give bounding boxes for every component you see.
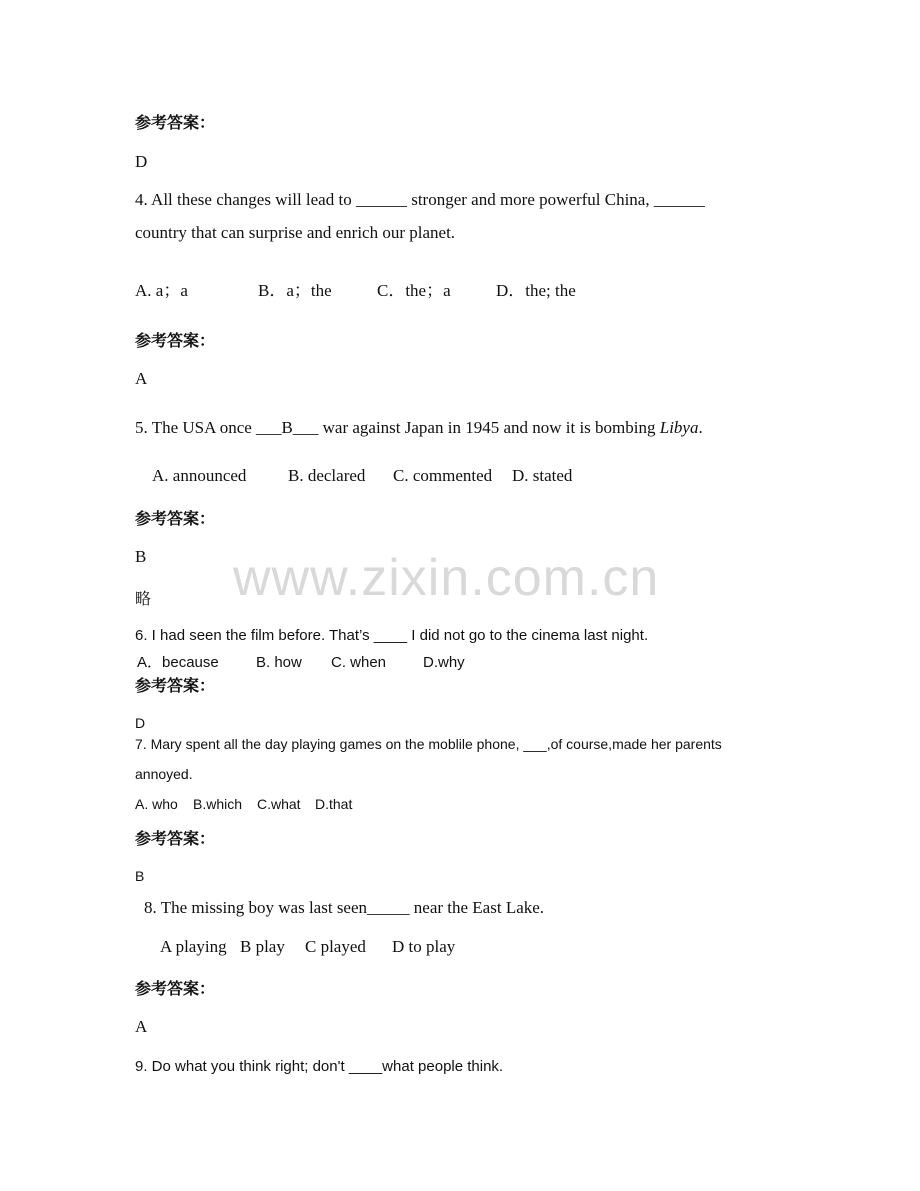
- answer-label: 参考答案：: [135, 509, 216, 528]
- option-a: A playing: [160, 937, 227, 956]
- question-5-stem-text: 5. The USA once ___B___ war against Japan in 1945 and now it is bombing: [135, 418, 660, 437]
- answer-value: A: [135, 1017, 148, 1036]
- answer-label: 参考答案：: [135, 979, 216, 998]
- answer-note: 略: [135, 589, 152, 608]
- question-6-stem: 6. I had seen the film before. That’s ____ I did not go to the cinema last night.: [135, 627, 649, 644]
- answer-label: 参考答案：: [135, 676, 216, 695]
- answer-value: B: [135, 547, 147, 566]
- question-5-italic-word: Libya: [659, 418, 699, 437]
- option-a: A. who: [135, 796, 178, 812]
- option-b: B．a；the: [258, 281, 332, 300]
- question-7-line-1: 7. Mary spent all the day playing games on the moblile phone, ___,of course,made her parents: [135, 736, 722, 752]
- question-5-options: [152, 466, 572, 486]
- question-6-options: [137, 651, 465, 672]
- question-4-options: [135, 276, 576, 301]
- question-4-line-2: country that can surprise and enrich our planet.: [135, 223, 456, 242]
- option-d: D．the; the: [496, 281, 576, 300]
- option-a: A. a；a: [135, 281, 188, 300]
- option-d: D.that: [315, 796, 353, 812]
- question-8-options: [160, 937, 455, 957]
- option-b: B. how: [256, 654, 302, 671]
- option-d: D to play: [392, 937, 456, 956]
- question-5-stem: [135, 418, 703, 438]
- option-b: B. declared: [288, 466, 366, 485]
- option-b: B play: [240, 937, 285, 956]
- question-7-line-2: annoyed.: [135, 766, 193, 782]
- question-8-stem: 8. The missing boy was last seen_____ near the East Lake.: [144, 898, 545, 917]
- option-a: A. announced: [152, 466, 247, 485]
- option-a: A．because: [137, 654, 219, 671]
- answer-label: 参考答案：: [135, 113, 216, 132]
- question-5-stem-end: .: [698, 418, 703, 437]
- answer-label: 参考答案：: [135, 829, 216, 848]
- option-c: C．the；a: [377, 281, 451, 300]
- question-7-options: [135, 796, 352, 812]
- watermark: www.zixin.com.cn: [233, 549, 660, 607]
- option-b: B.which: [193, 796, 243, 812]
- answer-value: D: [135, 715, 146, 731]
- question-4-line-1: 4. All these changes will lead to ______ stronger and more powerful China, ______: [135, 190, 705, 209]
- question-9-stem: 9. Do what you think right; don't ____what people think.: [135, 1058, 504, 1075]
- option-c: C. commented: [393, 466, 493, 485]
- option-c: C. when: [331, 654, 387, 671]
- answer-value: B: [135, 868, 145, 884]
- answer-label: 参考答案：: [135, 331, 216, 350]
- option-c: C played: [305, 937, 366, 956]
- answer-value: A: [135, 369, 148, 388]
- option-c: C.what: [257, 796, 301, 812]
- answer-value: D: [135, 152, 148, 171]
- option-d: D.why: [423, 654, 465, 671]
- option-d: D. stated: [512, 466, 573, 485]
